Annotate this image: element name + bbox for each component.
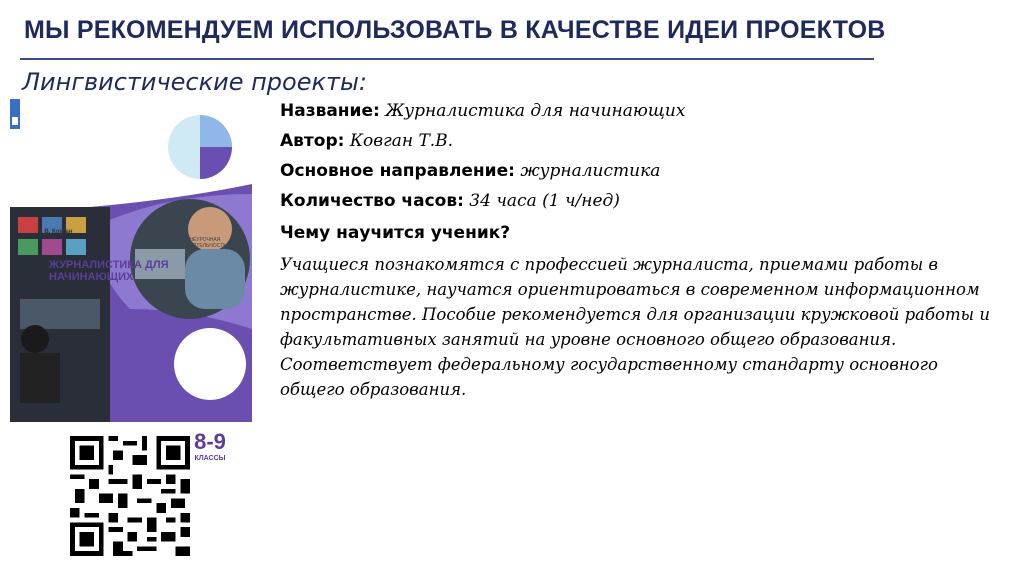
cover-badge: ВНЕУРОЧНАЯ ДЕЯТЕЛЬНОСТЬ [186, 237, 227, 249]
cover-author: Т. В. Ковган [38, 229, 73, 235]
book-hours-row [280, 190, 1024, 212]
name-label: Название: [280, 101, 380, 121]
cover-title: ЖУРНАЛИСТИКА ДЛЯ НАЧИНАЮЩИХ [49, 259, 169, 283]
section-subtitle: Лингвистические проекты: [22, 68, 367, 96]
grade-number: 8-9 [194, 429, 226, 454]
book-direction-row [280, 160, 1024, 182]
author-value: Ковган Т.В. [349, 131, 454, 151]
direction-value: журналистика [520, 161, 661, 181]
book-author-row [280, 130, 1024, 152]
book-info [280, 100, 1024, 402]
name-value: Журналистика для начинающих [385, 101, 686, 121]
grade-label: КЛАССЫ [194, 455, 226, 462]
hours-value: 34 часа (1 ч/нед) [469, 191, 620, 211]
direction-label: Основное направление: [280, 161, 515, 181]
book-name-row [280, 100, 1024, 122]
page-title: МЫ РЕКОМЕНДУЕМ ИСПОЛЬЗОВАТЬ В КАЧЕСТВЕ ИДЕИ ПРОЕКТОВ [24, 16, 886, 44]
book-cover [10, 99, 252, 462]
book-description: Учащиеся познакомятся с профессией журналиста, приемами работы в журналистике, научатся ориентироваться в современном информационном пространстве. Пособие рекомендуется для организации кружковой работы и факультативных занятий на уровне основного общего образования. Соответствует федеральному государственному стандарту основного общего образования. [280, 255, 990, 399]
title-divider [20, 58, 874, 60]
author-label: Автор: [280, 131, 345, 151]
qr-code[interactable] [70, 436, 190, 556]
hours-label: Количество часов: [280, 191, 464, 211]
learning-question: Чему научится ученик? [280, 223, 511, 243]
